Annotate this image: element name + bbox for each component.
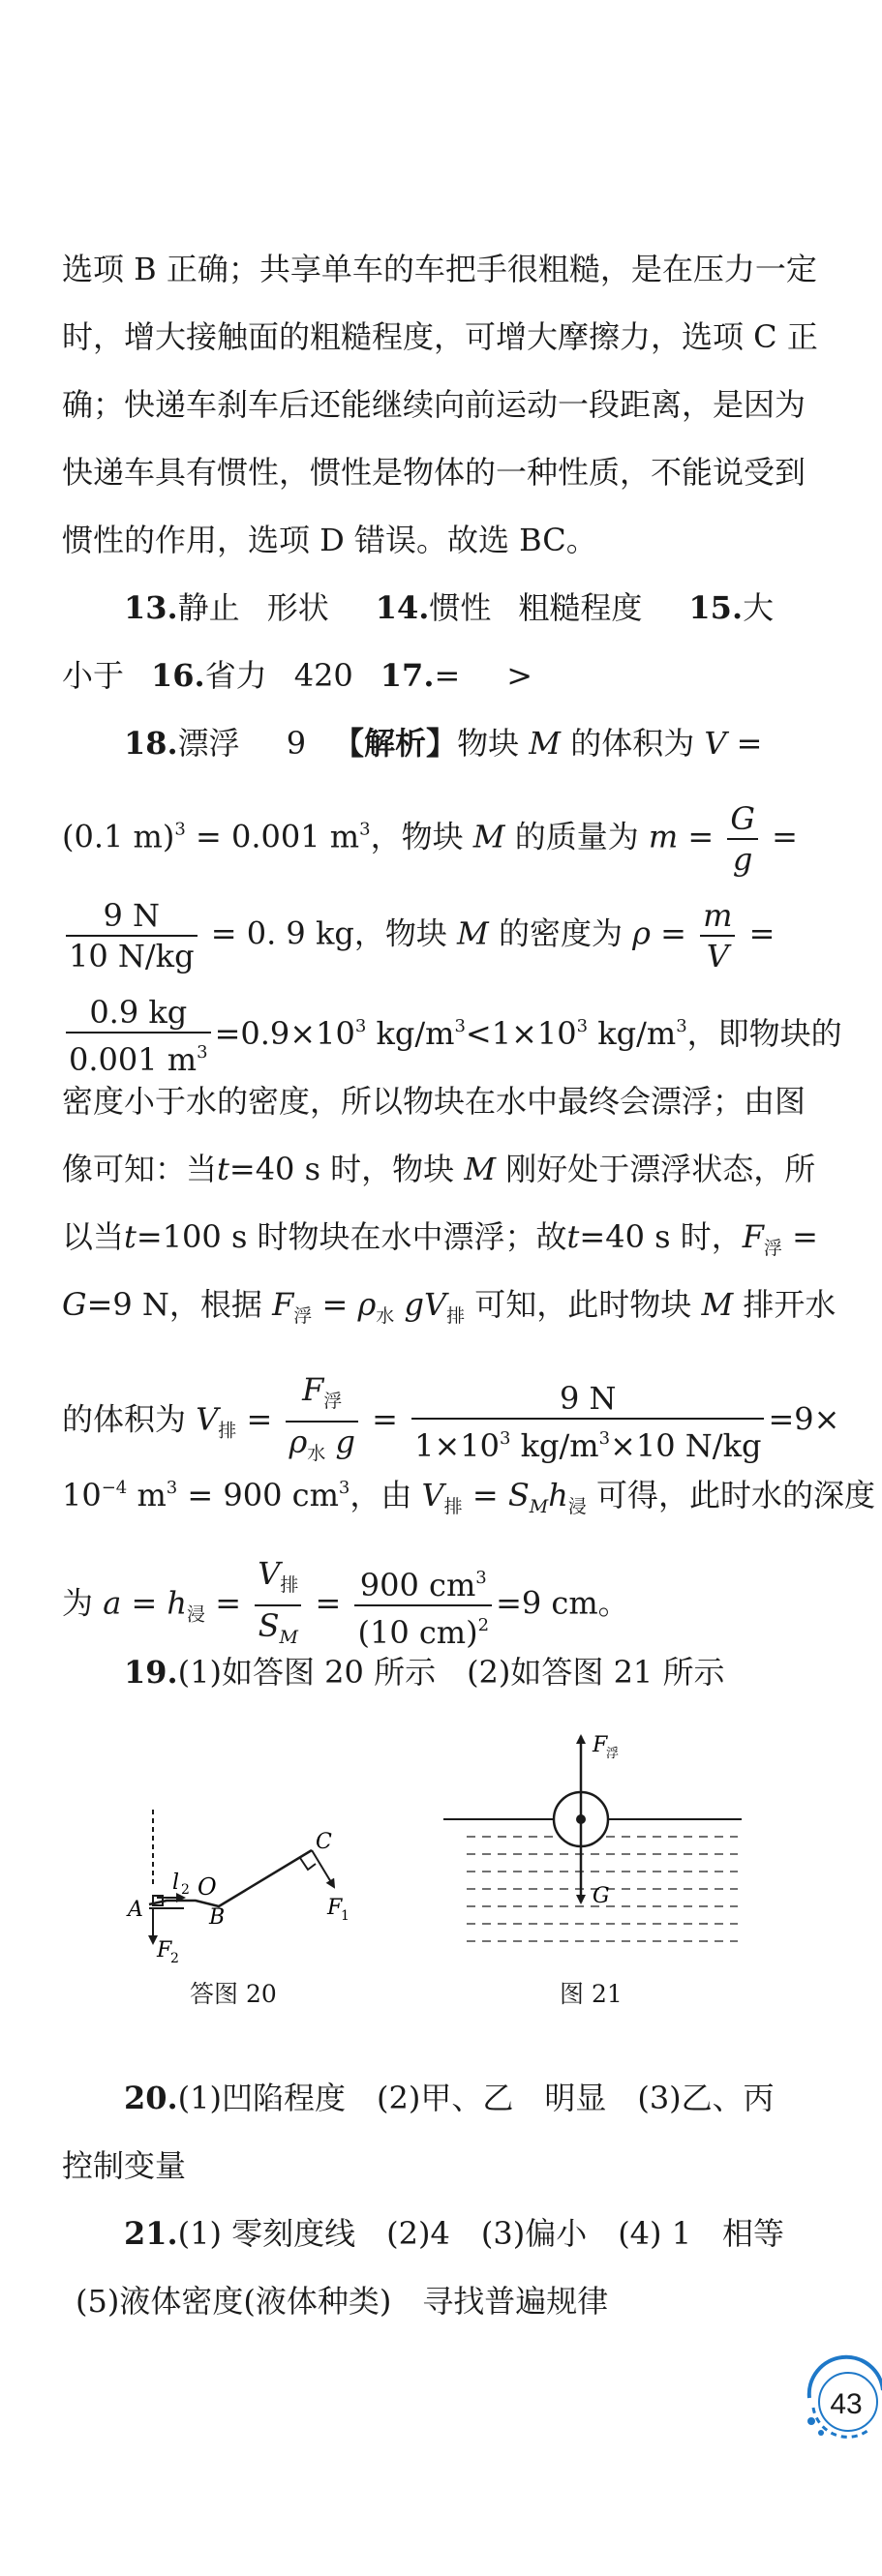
symbol: M	[701, 1286, 734, 1323]
denominator: g	[732, 841, 753, 878]
text: 的体积为	[570, 725, 695, 762]
symbol: g	[404, 1286, 424, 1323]
text-line: 确；快递车刹车后还能继续向前运动一段距离，是因为	[62, 386, 806, 423]
q21-line-2: (5)液体密度(液体种类) 寻找普遍规律	[76, 2283, 609, 2320]
question-number: 20.	[124, 2080, 178, 2116]
numerator: G	[727, 799, 758, 840]
symbol: V	[421, 1477, 444, 1513]
symbol: a	[103, 1584, 122, 1622]
question-number: 19.	[124, 1654, 178, 1691]
text: = 0. 9 kg，物块	[200, 914, 447, 952]
answer: 9	[286, 725, 307, 762]
denominator: (10 cm)$^2$	[357, 1614, 490, 1651]
q18-line-4	[62, 993, 842, 1079]
text: 的密度为	[498, 914, 623, 952]
page-number-badge	[800, 2351, 882, 2444]
denominator: 0.001 $m^3$	[69, 1041, 208, 1078]
fraction	[727, 799, 758, 879]
exponent: 3	[359, 819, 371, 840]
text: =9×	[768, 1400, 840, 1438]
answer: 形状	[266, 589, 329, 626]
q18-line-5: 密度小于水的密度，所以物块在水中最终会漂浮；由图	[62, 1083, 806, 1120]
answer: =	[434, 657, 461, 694]
exponent: 3	[454, 1016, 466, 1036]
denominator: 10 N/kg	[69, 938, 195, 974]
text: = 0.001 m	[185, 818, 360, 855]
q18-line-3: $\frac{9 N}{10 N/kg}$ = 0. 9 kg，物块 M 的密度为 ρ = $\frac{m}{V}$ =	[62, 896, 817, 975]
denominator: $S_M$	[258, 1607, 298, 1648]
text: 的质量为	[514, 818, 639, 855]
text-line: 时，增大接触面的粗糙程度，可增大摩擦力，选项 C 正	[62, 318, 818, 355]
label-B: B	[209, 1905, 226, 1930]
q18-line-1: 18.漂浮 9 【解析】物块 M 的体积为 V =	[124, 725, 763, 762]
question-number: 17.	[380, 657, 435, 694]
exponent: 3	[676, 1016, 687, 1036]
q18-line-7: 以当t=100 s 时物块在水中漂浮；故t=40 s 时，$F_浮$ =	[62, 1218, 818, 1259]
text: 可得，此时水的深度	[596, 1477, 876, 1513]
label-O: O	[198, 1873, 217, 1901]
q20-line-2: 控制变量	[62, 2147, 187, 2184]
answer: 小于	[62, 657, 125, 694]
text: 可知，此时物块	[474, 1286, 692, 1323]
subscript: 排	[218, 1420, 237, 1442]
fraction	[354, 1559, 492, 1652]
text: =40 s 时，物块	[228, 1151, 455, 1187]
symbol: M	[529, 725, 562, 762]
numerator: $V_排$	[255, 1554, 301, 1606]
text: =0.9×10	[214, 1015, 355, 1052]
numerator: m	[700, 896, 735, 937]
denominator: $1\times 10^3$ $kg/m^3\times 10$ N/kg	[414, 1426, 762, 1464]
analysis-tag: 【解析】	[333, 725, 458, 762]
figure-20-caption: 答图 20	[190, 1980, 277, 2008]
text: <1×10	[465, 1015, 577, 1052]
text: = 900 cm	[177, 1477, 339, 1513]
exponent: 3	[166, 1478, 178, 1498]
fraction	[66, 993, 211, 1079]
exponent: 3	[354, 1016, 367, 1036]
answer: (1) 零刻度线 (2)4 (3)偏小 (4) 1 相等	[177, 2215, 785, 2252]
label-F1: F	[327, 1896, 343, 1920]
text: ，物块	[370, 818, 464, 855]
text: =100 s 时物块在水中漂浮；故	[136, 1218, 567, 1255]
question-number: 21.	[124, 2215, 178, 2252]
answer: 惯性	[429, 589, 492, 626]
label-F2-sub: 2	[170, 1951, 179, 1966]
question-number: 13.	[124, 589, 178, 626]
q18-line-11: 为 $a = h_浸$ = $\frac{V_排}{S_M}$ = $\frac{900 cm^3}{(10 cm)^2}$ =9 cm。	[62, 1554, 817, 1657]
symbol: M	[464, 1151, 497, 1187]
text: =40 s 时，	[579, 1218, 743, 1255]
text-line: 惯性的作用，选项 D 错误。故选 BC。	[62, 522, 597, 558]
q21-line-1	[124, 2212, 879, 2255]
text: 的体积为	[62, 1400, 187, 1438]
answer: 大	[743, 589, 775, 626]
denominator: $\rho_水$ g	[289, 1423, 355, 1464]
fraction	[700, 896, 735, 975]
text: 以当	[62, 1218, 125, 1255]
text: m	[127, 1477, 167, 1513]
numerator: $F_浮$	[286, 1370, 357, 1423]
text: 像可知：当	[62, 1151, 218, 1187]
symbol: M	[457, 914, 489, 952]
answer: >	[506, 657, 533, 694]
symbol: V	[196, 1400, 219, 1438]
symbol: t	[124, 1218, 137, 1255]
fraction	[411, 1379, 764, 1465]
symbol: m	[648, 818, 679, 855]
text: 为	[62, 1584, 94, 1622]
figure-21-floating-ball	[438, 1722, 747, 1950]
exponent: 3	[338, 1478, 350, 1498]
answer: (1)凹陷程度 (2)甲、乙 明显 (3)乙、丙	[177, 2080, 775, 2116]
symbol: t	[217, 1151, 229, 1187]
question-number: 18.	[124, 725, 178, 762]
label-F-sub: 浮	[606, 1747, 620, 1761]
label-F2: F	[157, 1938, 172, 1962]
symbol: ρ	[357, 1286, 377, 1323]
symbol: V	[704, 725, 727, 762]
subscript: 排	[443, 1496, 463, 1517]
label-F1-sub: 1	[341, 1908, 350, 1924]
q20-line-1	[124, 2077, 879, 2119]
text: =9 N，根据	[86, 1286, 262, 1323]
symbol: V	[423, 1286, 447, 1323]
text: 刚好处于漂浮状态，所	[505, 1151, 816, 1187]
label-G: G	[593, 1884, 610, 1908]
text: 10	[62, 1477, 102, 1513]
answer: 420	[293, 657, 353, 694]
q19-line	[124, 1651, 879, 1693]
fraction	[255, 1554, 301, 1657]
numerator: 0.9 kg	[66, 993, 211, 1033]
text: ，即物块的	[686, 1015, 842, 1052]
symbol: t	[566, 1218, 580, 1255]
text: ，由	[350, 1477, 412, 1513]
symbol: F	[742, 1218, 764, 1255]
text: kg/m	[588, 1015, 677, 1052]
symbol: h	[548, 1477, 568, 1513]
symbol: G	[62, 1286, 87, 1323]
exponent: 3	[576, 1016, 589, 1036]
answers-15-17	[62, 654, 817, 697]
answer: 漂浮	[177, 725, 240, 762]
text: kg/m	[366, 1015, 455, 1052]
exponent: −4	[101, 1478, 128, 1498]
page-number: 43	[830, 2388, 863, 2420]
symbol: ρ	[632, 914, 651, 952]
question-number: 15.	[688, 589, 744, 626]
q18-line-6	[62, 1148, 817, 1190]
fraction	[286, 1370, 357, 1473]
subscript: 浸	[187, 1603, 206, 1626]
subscript: 浮	[763, 1238, 782, 1259]
subscript: 浮	[293, 1305, 313, 1327]
text: 排开水	[743, 1286, 836, 1323]
q18-line-10: $10^{-4}$ $m^3 = 900$ $cm^3$，由 $V_排 = S_Mh_浸$ 可得，此时水的深度	[62, 1477, 876, 1517]
numerator: 900 $cm^3$	[354, 1559, 492, 1606]
text-line: 快递车具有惯性，惯性是物体的一种性质，不能说受到	[62, 454, 806, 491]
label-l2: l	[172, 1871, 180, 1895]
answer: 省力	[204, 657, 267, 694]
label-C: C	[316, 1830, 332, 1854]
text-line: 选项 B 正确；共享单车的车把手很粗糙，是在压力一定	[62, 251, 817, 287]
symbol: h	[167, 1584, 188, 1622]
exponent: 3	[174, 819, 186, 840]
numerator: 9 N	[411, 1379, 764, 1420]
question-number: 16.	[151, 657, 205, 694]
symbol: M	[472, 818, 505, 855]
label-A: A	[128, 1898, 143, 1922]
label-F-buoyancy: F	[593, 1733, 608, 1757]
label-l2-sub: 2	[181, 1882, 190, 1898]
answer: 粗糙程度	[518, 589, 643, 626]
answer: (1)如答图 20 所示 (2)如答图 21 所示	[177, 1654, 725, 1691]
text: =9 cm。	[496, 1584, 629, 1622]
answers-13-15	[124, 586, 879, 629]
text: 物块	[457, 725, 520, 762]
numerator: 9 N	[66, 896, 198, 937]
subscript: 水	[376, 1305, 395, 1327]
subscript: 浸	[567, 1496, 587, 1517]
q18-line-2: (0.1 m)$^3$ = 0.001 $m^3$，物块 M 的质量为 m = $\frac{G}{g}$ =	[62, 800, 798, 878]
q18-line-8: G=9 N，根据 $F_浮 = \rho_水$ $gV_排$ 可知，此时物块 M 排开水	[62, 1286, 836, 1327]
answer: 静止	[177, 589, 240, 626]
subscript: M	[529, 1496, 549, 1517]
figure-21-caption: 图 21	[560, 1980, 623, 2008]
denominator: V	[706, 938, 729, 974]
symbol: S	[507, 1477, 530, 1513]
fraction	[66, 896, 198, 975]
text: (0.1 m)	[62, 818, 175, 855]
q18-line-9: 的体积为 $V_排$ = $\frac{F_浮}{\rho_水 g}$ = $\frac{9 N}{1\times 10^3 kg/m^3\times 10 N/kg}$ =9×	[62, 1370, 817, 1473]
symbol: F	[272, 1286, 294, 1323]
figure-20-lever	[126, 1800, 378, 1969]
subscript: 排	[446, 1305, 466, 1327]
question-number: 14.	[375, 589, 430, 626]
